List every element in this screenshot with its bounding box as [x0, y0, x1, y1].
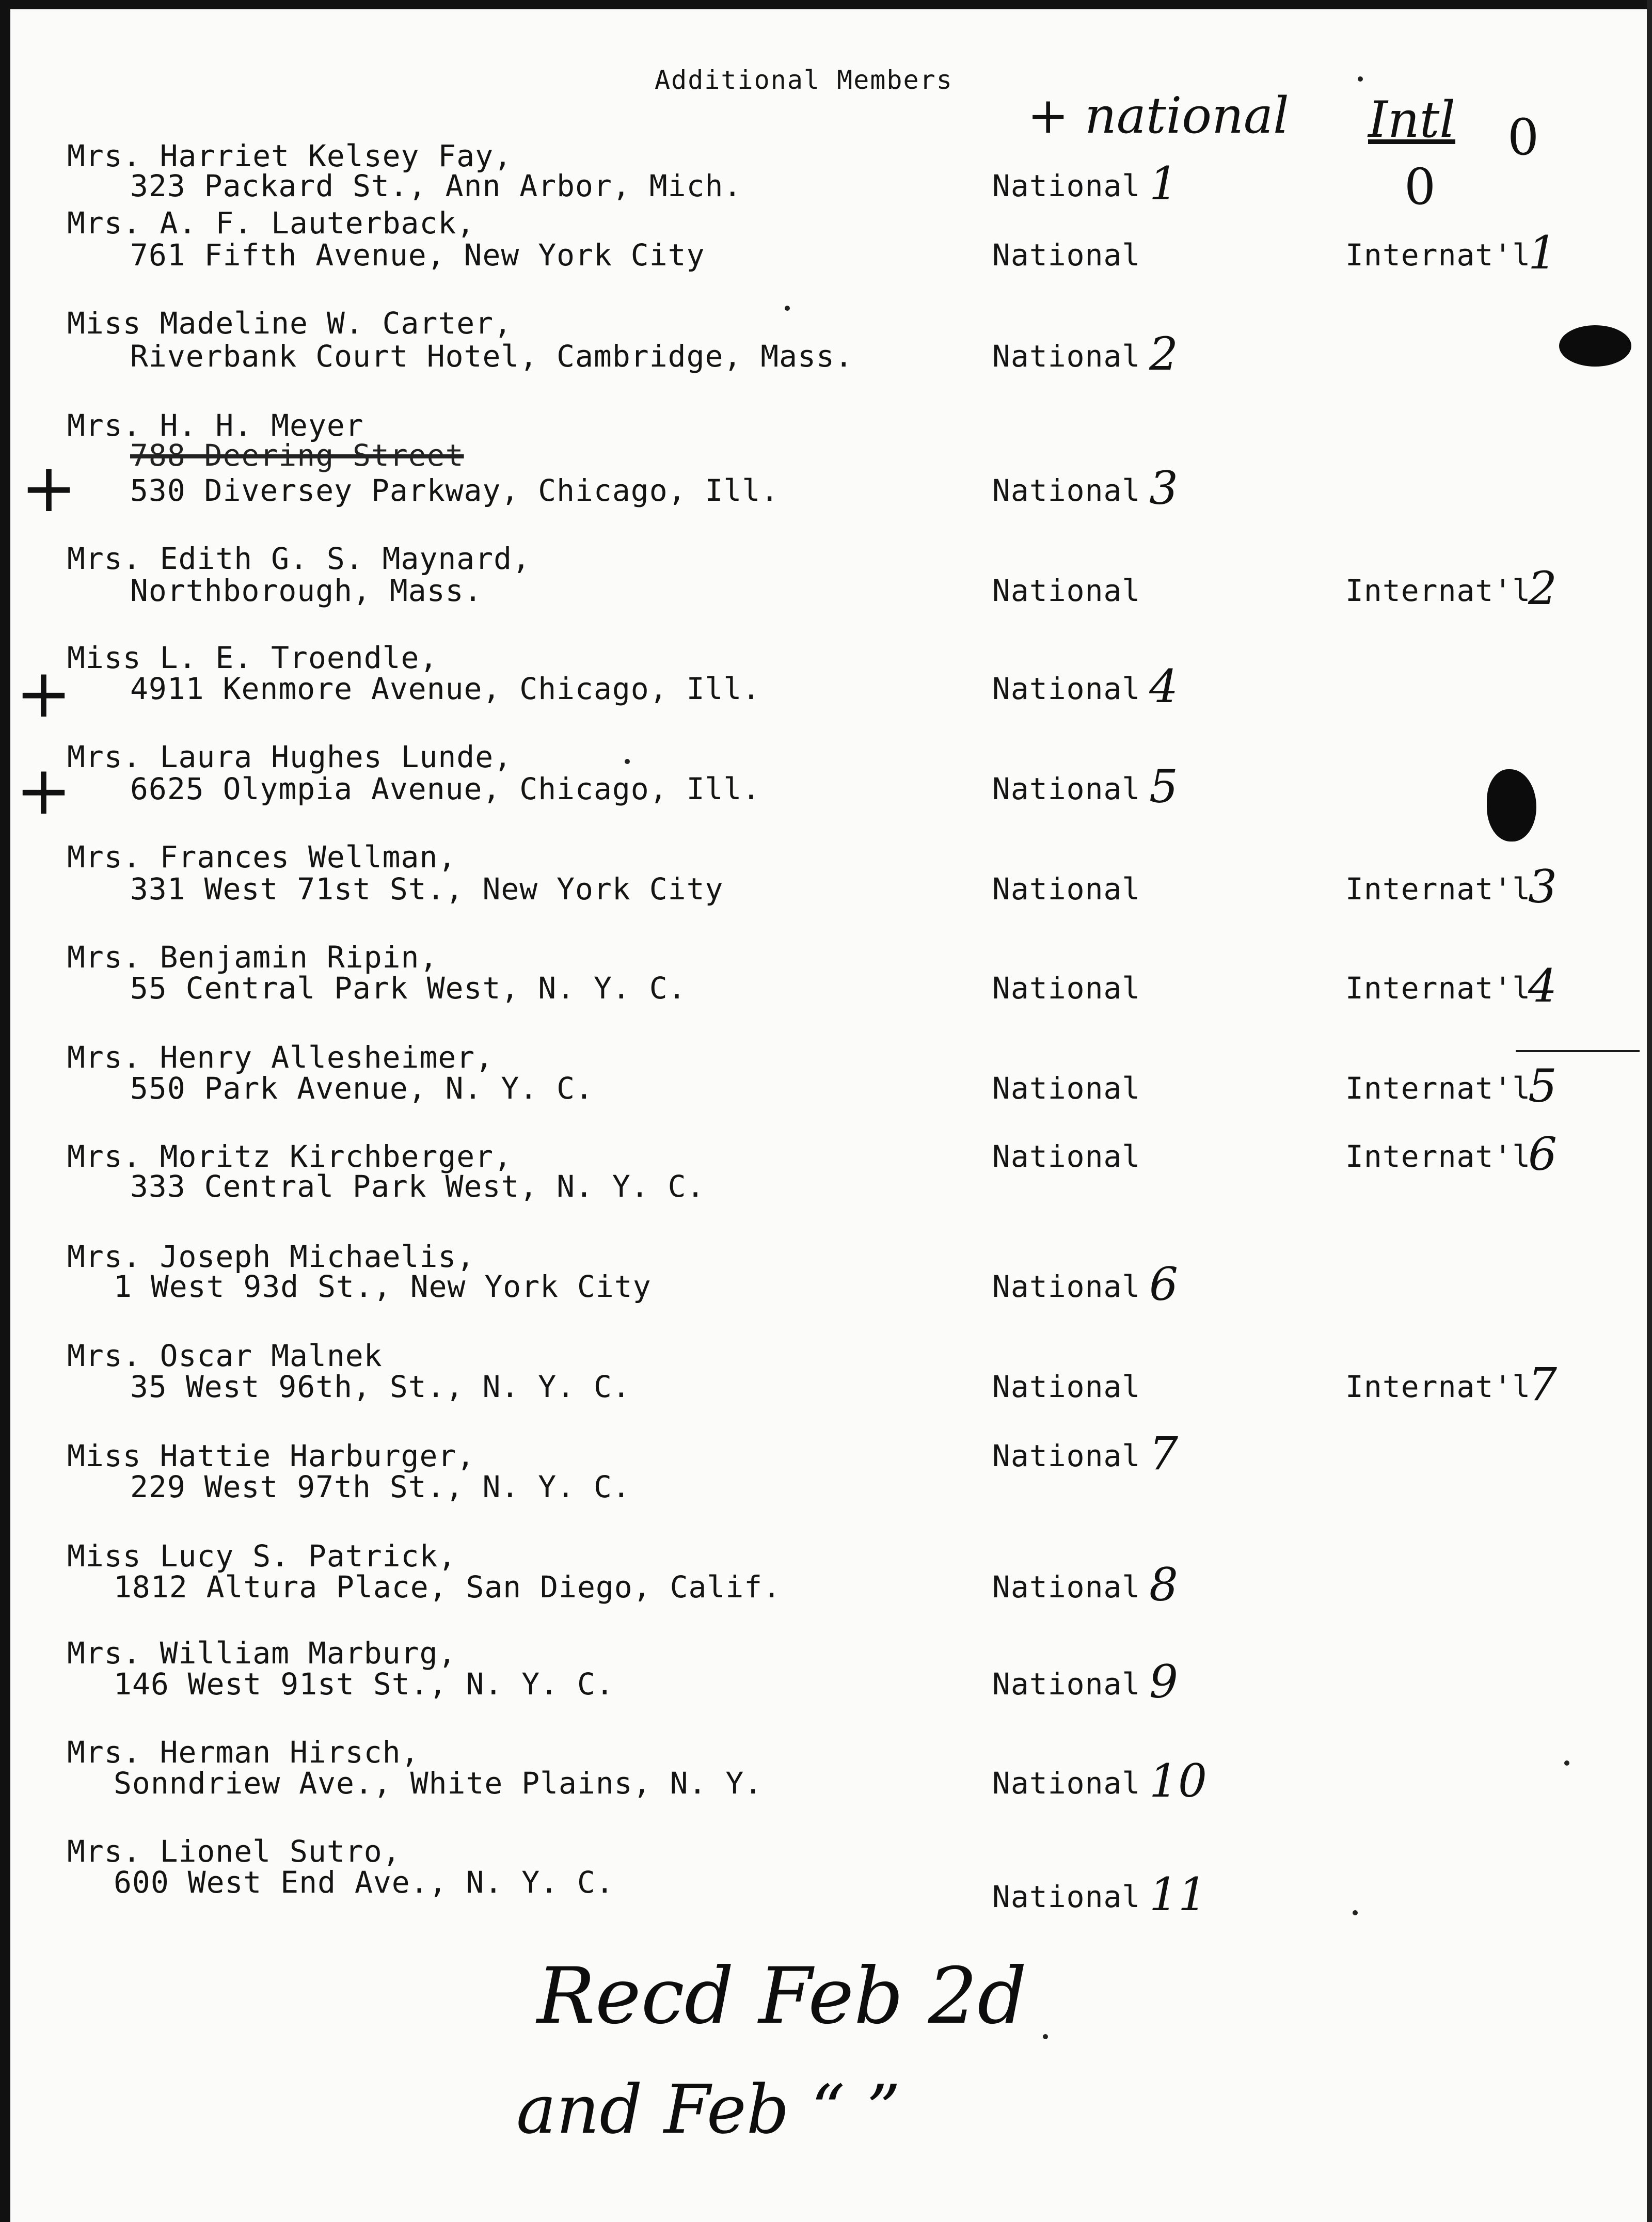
member-name: Mrs. Edith G. S. Maynard,: [67, 541, 531, 576]
cross-mark: +: [21, 449, 77, 527]
scan-speck: [1043, 2034, 1048, 2039]
membership-international: Internat'l: [1345, 1369, 1531, 1404]
intl-note: Intl: [1368, 91, 1456, 149]
membership-national: National: [992, 971, 1141, 1006]
membership-international: Internat'l: [1345, 573, 1531, 608]
membership-national: National: [992, 771, 1141, 806]
member-name: Mrs. Joseph Michaelis,: [67, 1239, 475, 1274]
member-name: Mrs. Benjamin Ripin,: [67, 940, 438, 975]
member-name: Mrs. Moritz Kirchberger,: [67, 1139, 513, 1174]
scan-border-right: [1647, 0, 1652, 2222]
national-count: 1: [1149, 157, 1178, 210]
member-address: 6625 Olympia Avenue, Chicago, Ill.: [130, 771, 761, 806]
national-count: 9: [1149, 1655, 1178, 1708]
membership-international: Internat'l: [1345, 871, 1531, 907]
member-name: Mrs. Laura Hughes Lunde,: [67, 739, 513, 774]
international-count: 1: [1528, 226, 1557, 279]
ink-blot: [1487, 769, 1536, 842]
member-address: 600 West End Ave., N. Y. C.: [114, 1865, 614, 1900]
member-address: 333 Central Park West, N. Y. C.: [130, 1169, 705, 1204]
membership-national: National: [992, 1438, 1141, 1473]
membership-national: National: [992, 339, 1141, 374]
membership-national: National: [992, 1569, 1141, 1605]
member-address: 331 West 71st St., New York City: [130, 871, 724, 907]
cross-mark: +: [15, 654, 72, 733]
member-name: Miss Hattie Harburger,: [67, 1438, 475, 1473]
membership-national: National: [992, 1369, 1141, 1404]
struck-address: 788 Deering Street: [130, 438, 464, 473]
document-title: Additional Members: [655, 65, 953, 95]
member-address: 1812 Altura Place, San Diego, Calif.: [114, 1569, 782, 1605]
member-address: Northborough, Mass.: [130, 573, 483, 608]
member-address: 4911 Kenmore Avenue, Chicago, Ill.: [130, 671, 761, 706]
scan-speck: [1353, 1910, 1358, 1915]
membership-international: Internat'l: [1345, 1071, 1531, 1106]
member-address: Sonndriew Ave., White Plains, N. Y.: [114, 1766, 763, 1801]
membership-national: National: [992, 473, 1141, 508]
member-name: Mrs. Frances Wellman,: [67, 839, 457, 875]
member-address: 1 West 93d St., New York City: [114, 1269, 652, 1304]
member-address: 55 Central Park West, N. Y. C.: [130, 971, 687, 1006]
member-address: 530 Diversey Parkway, Chicago, Ill.: [130, 473, 780, 508]
annotation-rule: [1516, 1050, 1640, 1052]
membership-national: National: [992, 1879, 1141, 1914]
membership-national: National: [992, 1666, 1141, 1702]
membership-national: National: [992, 573, 1141, 608]
intl-zero-b: 0: [1404, 158, 1436, 216]
scan-border-left: [0, 0, 10, 2222]
international-count: 7: [1528, 1358, 1557, 1411]
member-name: Mrs. Lionel Sutro,: [67, 1834, 401, 1869]
international-count: 3: [1528, 860, 1557, 913]
member-name: Mrs. H. H. Meyer: [67, 408, 364, 443]
member-name: Miss L. E. Troendle,: [67, 640, 438, 675]
member-address: 323 Packard St., Ann Arbor, Mich.: [130, 168, 742, 203]
national-count: 4: [1149, 660, 1178, 713]
membership-national: National: [992, 671, 1141, 706]
national-count: 10: [1149, 1754, 1207, 1807]
national-count: 7: [1149, 1427, 1178, 1480]
member-name: Miss Lucy S. Patrick,: [67, 1538, 457, 1574]
national-note: + national: [1027, 87, 1289, 145]
handwritten-signature-line-2: and Feb “ ”: [516, 2070, 901, 2149]
ink-blot: [1559, 325, 1631, 367]
membership-national: National: [992, 1139, 1141, 1174]
national-count: 6: [1149, 1258, 1178, 1311]
international-count: 2: [1528, 562, 1557, 615]
member-address: Riverbank Court Hotel, Cambridge, Mass.: [130, 339, 853, 374]
member-address: 229 West 97th St., N. Y. C.: [130, 1469, 631, 1504]
national-count: 11: [1149, 1868, 1207, 1921]
member-address: 761 Fifth Avenue, New York City: [130, 237, 705, 273]
scan-speck: [1358, 76, 1363, 82]
member-name: Mrs. Herman Hirsch,: [67, 1735, 420, 1770]
international-count: 6: [1528, 1128, 1557, 1181]
membership-international: Internat'l: [1345, 237, 1531, 273]
member-name: Mrs. Henry Allesheimer,: [67, 1040, 494, 1075]
national-count: 2: [1149, 327, 1178, 380]
member-name: Mrs. William Marburg,: [67, 1636, 457, 1671]
member-address: 550 Park Avenue, N. Y. C.: [130, 1071, 594, 1106]
member-name: Miss Madeline W. Carter,: [67, 306, 513, 341]
scan-speck: [625, 759, 630, 764]
scan-speck: [785, 306, 790, 311]
member-name: Mrs. Oscar Malnek: [67, 1338, 383, 1373]
national-count: 3: [1149, 462, 1178, 515]
membership-national: National: [992, 1766, 1141, 1801]
member-name: Mrs. Harriet Kelsey Fay,: [67, 138, 513, 173]
international-count: 4: [1528, 959, 1557, 1012]
handwritten-signature-line-1: Recd Feb 2d: [537, 1951, 1027, 2041]
national-count: 8: [1149, 1558, 1178, 1611]
member-name: Mrs. A. F. Lauterback,: [67, 205, 475, 241]
intl-zero-a: 0: [1507, 108, 1539, 166]
membership-national: National: [992, 237, 1141, 273]
membership-national: National: [992, 871, 1141, 907]
international-count: 5: [1528, 1059, 1557, 1113]
membership-national: National: [992, 168, 1141, 203]
membership-national: National: [992, 1269, 1141, 1304]
scan-speck: [1564, 1760, 1569, 1766]
membership-international: Internat'l: [1345, 971, 1531, 1006]
member-address: 35 West 96th, St., N. Y. C.: [130, 1369, 631, 1404]
membership-national: National: [992, 1071, 1141, 1106]
membership-international: Internat'l: [1345, 1139, 1531, 1174]
cross-mark: +: [15, 751, 72, 830]
national-count: 5: [1149, 760, 1178, 813]
member-address: 146 West 91st St., N. Y. C.: [114, 1666, 614, 1702]
